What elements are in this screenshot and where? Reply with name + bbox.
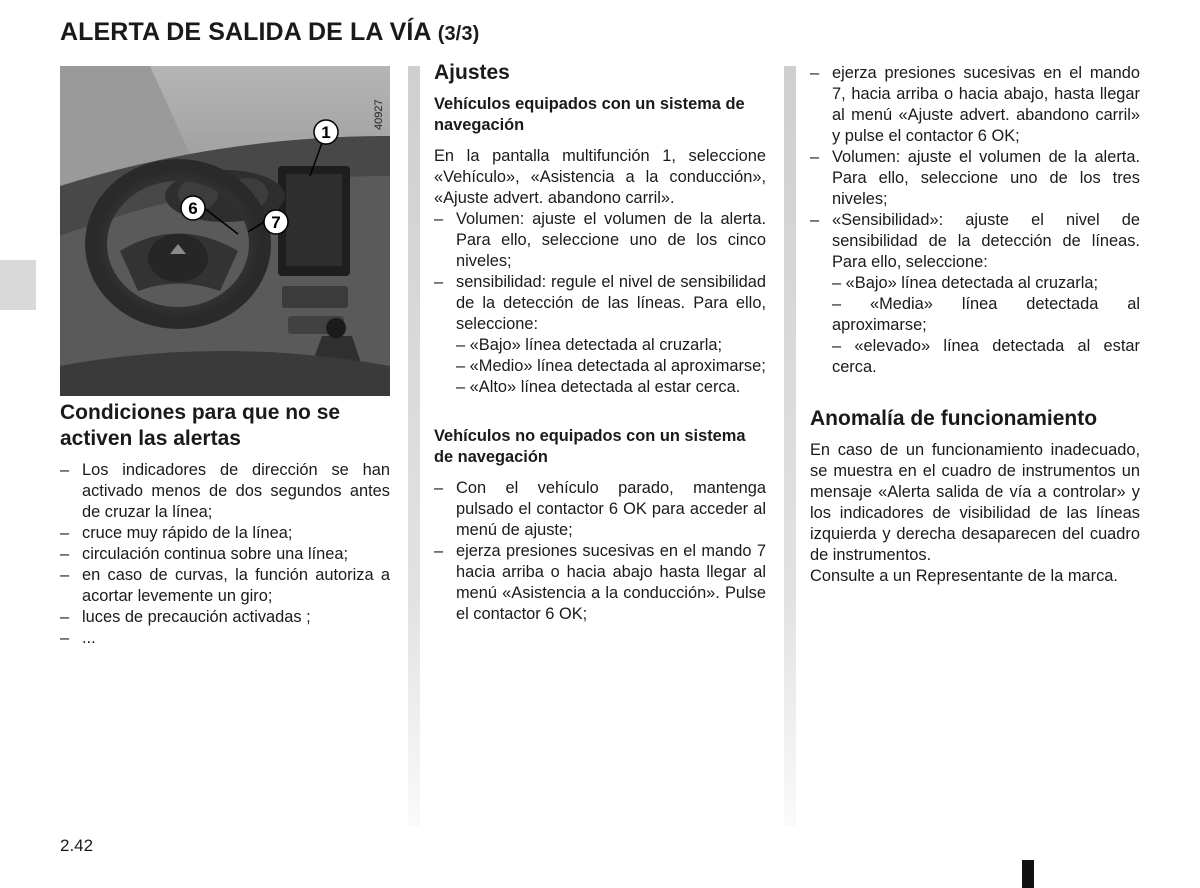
chapter-tab [0, 260, 36, 310]
nav-list [434, 209, 766, 398]
column-divider-2 [784, 66, 796, 826]
sub-item: – «Bajo» línea detectada al cruzarla; [832, 274, 1099, 292]
column-1 [60, 400, 390, 649]
list-item-text: sensibilidad: regule el nivel de sensibilidad de la detección de las líneas. Para ello, seleccione: [456, 273, 766, 333]
list-item: – Con el vehículo parado, mantenga pulsado el contactor 6 OK para acceder al menú de ajuste; [434, 478, 766, 541]
column-2 [434, 60, 766, 625]
settings-heading: Ajustes [434, 61, 510, 84]
column-3 [810, 63, 1140, 587]
list-item: – ... [60, 628, 390, 649]
figure-code [368, 72, 388, 132]
list-item: – en caso de curvas, la función autoriza a acortar levemente un giro; [60, 565, 390, 607]
sub-item: – «elevado» línea detectada al estar cerca. [832, 337, 1140, 376]
dashboard-photo [60, 66, 390, 396]
list-item [810, 210, 1140, 378]
callout-6 [181, 196, 205, 220]
callout-7 [264, 210, 288, 234]
list-item: – Los indicadores de dirección se han activado menos de dos segundos antes de cruzar la línea; [60, 460, 390, 523]
anomaly-heading: Anomalía de funcionamiento [810, 407, 1098, 430]
title-text: ALERTA DE SALIDA DE LA VÍA [60, 18, 431, 46]
list-item: – luces de precaución activadas ; [60, 607, 390, 628]
svg-text:6: 6 [188, 199, 198, 218]
list-item: – Volumen: ajuste el volumen de la alerta. Para ello, seleccione uno de los tres niveles; [810, 147, 1140, 210]
list-item: – cruce muy rápido de la línea; [60, 523, 390, 544]
page-number: 2.42 [60, 836, 94, 855]
page-title [60, 18, 479, 47]
sub-item: – «Alto» línea detectada al estar cerca. [456, 378, 741, 396]
list-item [434, 272, 766, 398]
title-part: (3/3) [437, 23, 480, 45]
svg-text:7: 7 [271, 213, 281, 232]
anomaly-paragraph: En caso de un funcionamiento inadecuado, se muestra en el cuadro de instrumentos un mensaje «Alerta salida de vía a controlar» y los indicadores de visibilidad de las líneas izquierda y derecha desaparecen del cuadro de instrumentos. [810, 441, 1140, 564]
sub-item: – «Bajo» línea detectada al cruzarla; [456, 336, 723, 354]
column-divider-1 [408, 66, 420, 826]
svg-text:40927: 40927 [373, 99, 385, 130]
conditions-heading: Condiciones para que no se activen las alertas [60, 401, 341, 450]
conditions-list [60, 460, 390, 649]
list-item: – ejerza presiones sucesivas en el mando 7, hacia arriba o hacia abajo, hasta llegar al menú «Ajuste advert. abandono carril» y pulse el contactor 6 OK; [810, 63, 1140, 147]
nonav-list [434, 478, 766, 625]
callout-1 [314, 120, 338, 144]
corner-mark [1022, 860, 1034, 888]
list-item: – circulación continua sobre una línea; [60, 544, 390, 565]
continued-list [810, 63, 1140, 378]
sub-item: – «Medio» línea detectada al aproximarse; [456, 357, 766, 375]
svg-text:1: 1 [321, 123, 331, 142]
anomaly-paragraph: Consulte a un Representante de la marca. [810, 567, 1118, 585]
nav-heading: Vehículos equipados con un sistema de navegación [434, 95, 745, 134]
list-item: – ejerza presiones sucesivas en el mando 7 hacia arriba o hacia abajo hasta llegar al menú «Asistencia a la conducción». Pulse el contactor 6 OK; [434, 541, 766, 625]
nonav-heading: Vehículos no equipados con un sistema de navegación [434, 427, 746, 466]
nav-intro: En la pantalla multifunción 1, seleccione «Vehículo», «Asistencia a la conducción», «Ajuste advert. abandono carril». [434, 147, 766, 207]
list-item-text: «Sensibilidad»: ajuste el nivel de sensibilidad de la detección de líneas. Para ello, seleccione: [832, 211, 1140, 271]
list-item: – Volumen: ajuste el volumen de la alerta. Para ello, seleccione uno de los cinco niveles; [434, 209, 766, 272]
sub-item: – «Media» línea detectada al aproximarse; [832, 295, 1140, 334]
